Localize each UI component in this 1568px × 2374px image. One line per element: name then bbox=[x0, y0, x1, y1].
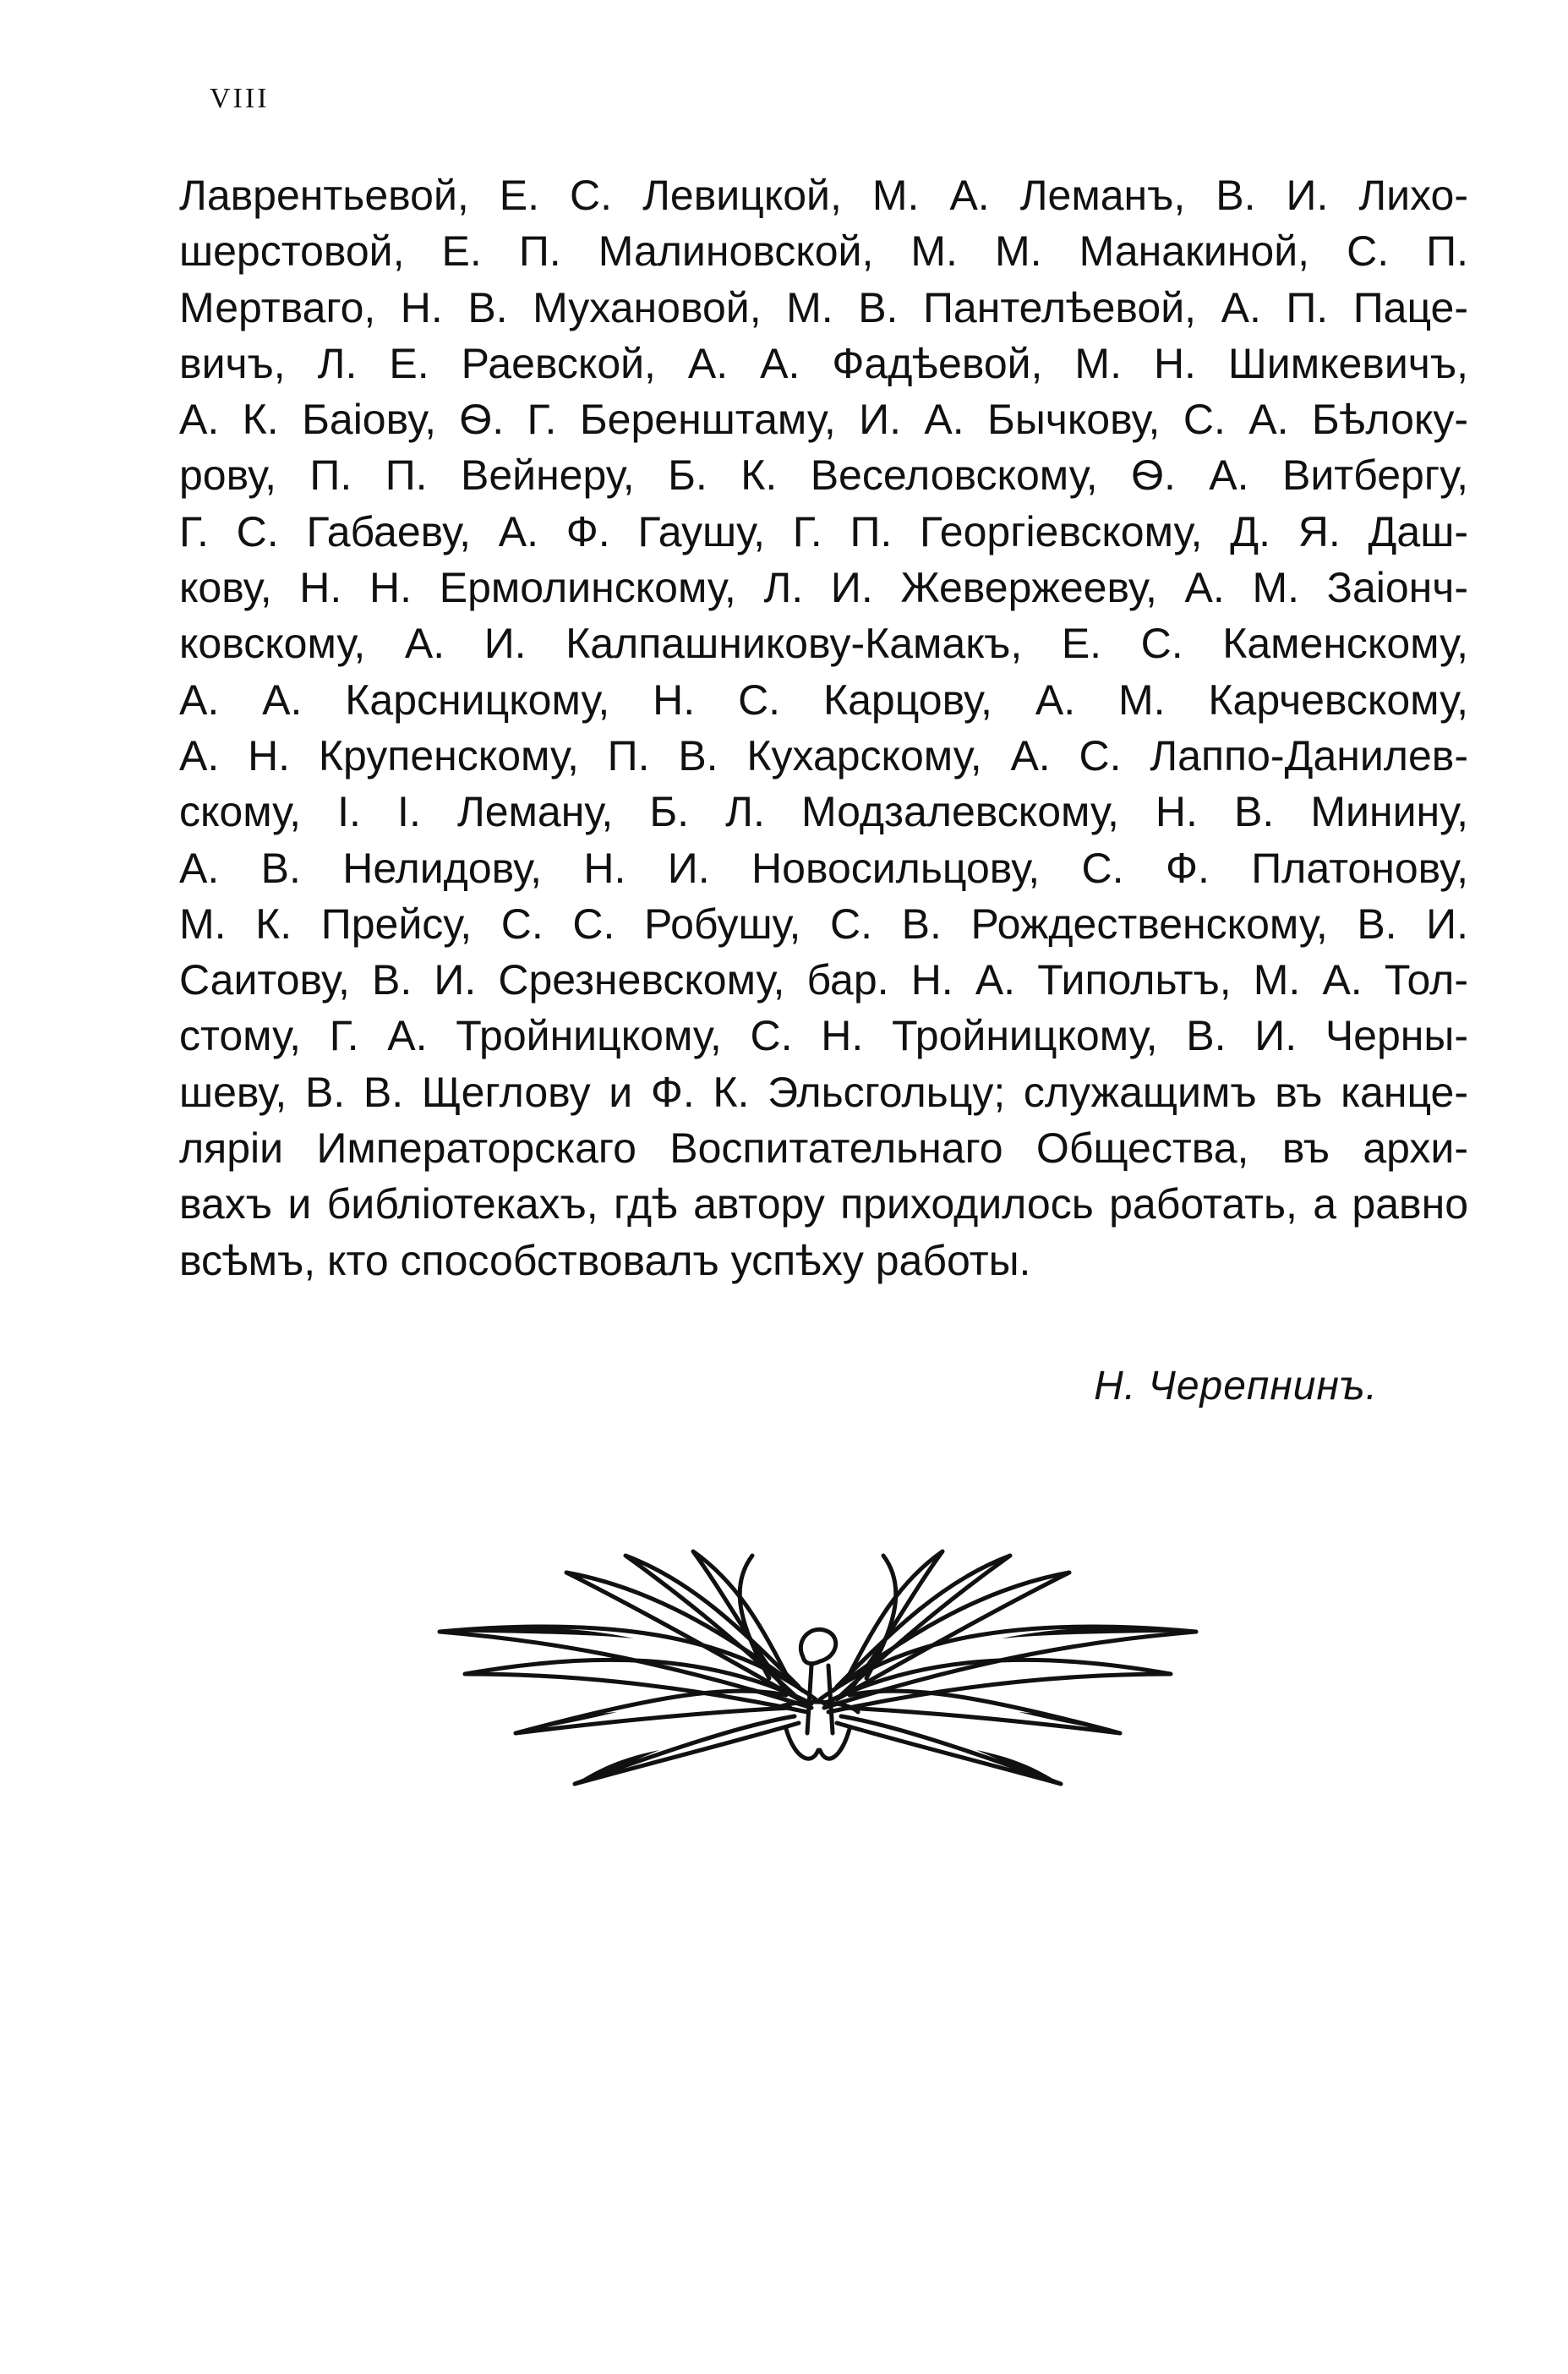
text-line: Лаврентьевой, Е. С. Левицкой, М. А. Леманъ, В. И. Лихо- bbox=[179, 172, 1468, 219]
text-line: шерстовой, Е. П. Малиновской, М. М. Манакиной, С. П. bbox=[179, 227, 1468, 276]
text-line: ляріи Императорскаго Воспитательнаго Общества, въ архи- bbox=[179, 1124, 1468, 1173]
text-line: А. К. Баіову, Ѳ. Г. Беренштаму, И. А. Бычкову, С. А. Бѣлоку- bbox=[179, 396, 1468, 444]
text-line: А. А. Карсницкому, Н. С. Карцову, А. М. Карчевскому, bbox=[179, 676, 1468, 724]
text-line: М. К. Прейсу, С. С. Робушу, С. В. Рождественскому, В. И. bbox=[179, 900, 1468, 948]
text-line: Саитову, В. И. Срезневскому, бар. Н. А. Типольтъ, М. А. Тол- bbox=[179, 956, 1468, 1004]
floral-ornament-icon bbox=[414, 1539, 1221, 1792]
text-line: Г. С. Габаеву, А. Ф. Гаушу, Г. П. Георгіевскому, Д. Я. Даш- bbox=[179, 507, 1468, 555]
text-line: рову, П. П. Вейнеру, Б. К. Веселовскому, Ѳ. А. Витбергу, bbox=[179, 451, 1468, 500]
body-paragraph bbox=[179, 167, 1468, 1288]
text-line: вахъ и библіотекахъ, гдѣ автору приходилось работать, а равно bbox=[179, 1180, 1468, 1228]
text-line: Мертваго, Н. В. Мухановой, М. В. Пантелѣевой, А. П. Паце- bbox=[179, 283, 1468, 331]
text-line: вичъ, Л. Е. Раевской, А. А. Фадѣевой, М. Н. Шимкевичъ, bbox=[179, 339, 1468, 387]
text-line: кову, Н. Н. Ермолинскому, Л. И. Жевержееву, А. М. Заіонч- bbox=[179, 564, 1468, 612]
page-number: VIII bbox=[210, 83, 270, 114]
text-line: ковскому, А. И. Калпашникову-Камакъ, Е. С. Каменскому, bbox=[179, 620, 1468, 668]
text-line: А. В. Нелидову, Н. И. Новосильцову, С. Ф. Платонову, bbox=[179, 844, 1468, 892]
text-line: шеву, В. В. Щеглову и Ф. К. Эльсгольцу; служащимъ въ канце- bbox=[179, 1068, 1468, 1116]
text-line: А. Н. Крупенскому, П. В. Кухарскому, А. С. Лаппо-Данилев- bbox=[179, 731, 1468, 779]
text-line: стому, Г. А. Тройницкому, С. Н. Тройницкому, В. И. Черны- bbox=[179, 1012, 1468, 1060]
text-line-last: всѣмъ, кто способствовалъ успѣху работы. bbox=[179, 1236, 1031, 1284]
author-signature: Н. Черепнинъ. bbox=[1094, 1364, 1378, 1409]
text-line: скому, І. І. Леману, Б. Л. Модзалевскому, Н. В. Минину, bbox=[179, 788, 1468, 836]
